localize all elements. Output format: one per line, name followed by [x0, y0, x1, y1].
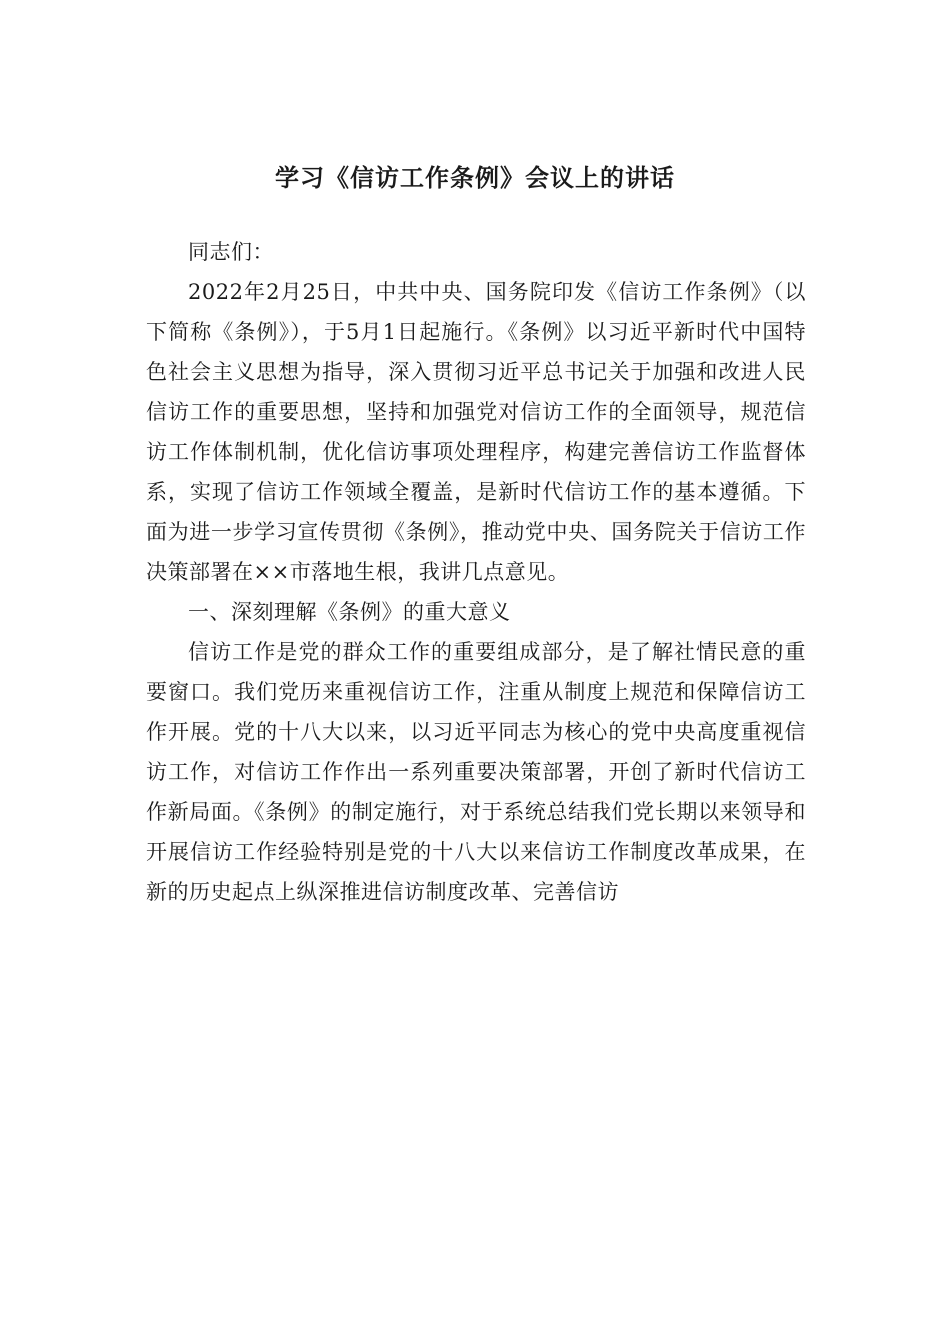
section-heading: 一、深刻理解《条例》的重大意义: [188, 600, 511, 624]
document-body: [146, 232, 806, 912]
salutation: 同志们：: [188, 240, 274, 264]
body-paragraph: 2022年2月25日，中共中央、国务院印发《信访工作条例》（以下简称《条例》），于5月1日起施行。《条例》以习近平新时代中国特色社会主义思想为指导，深入贯彻习近平总书记关于加强和改进人民信访工作的重要思想，坚持和加强党对信访工作的全面领导，规范信访工作体制机制，优化信访事项处理程序，构建完善信访工作监督体系，实现了信访工作领域全覆盖，是新时代信访工作的基本遵循。下面为进一步学习宣传贯彻《条例》，推动党中央、国务院关于信访工作决策部署在××市落地生根，我讲几点意见。: [146, 280, 806, 584]
document-title: 学习《信访工作条例》会议上的讲话: [275, 163, 675, 192]
body-paragraph: 信访工作是党的群众工作的重要组成部分，是了解社情民意的重要窗口。我们党历来重视信访工作，注重从制度上规范和保障信访工作开展。党的十八大以来，以习近平同志为核心的党中央高度重视信访工作，对信访工作作出一系列重要决策部署，开创了新时代信访工作新局面。《条例》的制定施行，对于系统总结我们党长期以来领导和开展信访工作经验特别是党的十八大以来信访工作制度改革成果，在新的历史起点上纵深推进信访制度改革、完善信访: [146, 640, 806, 904]
